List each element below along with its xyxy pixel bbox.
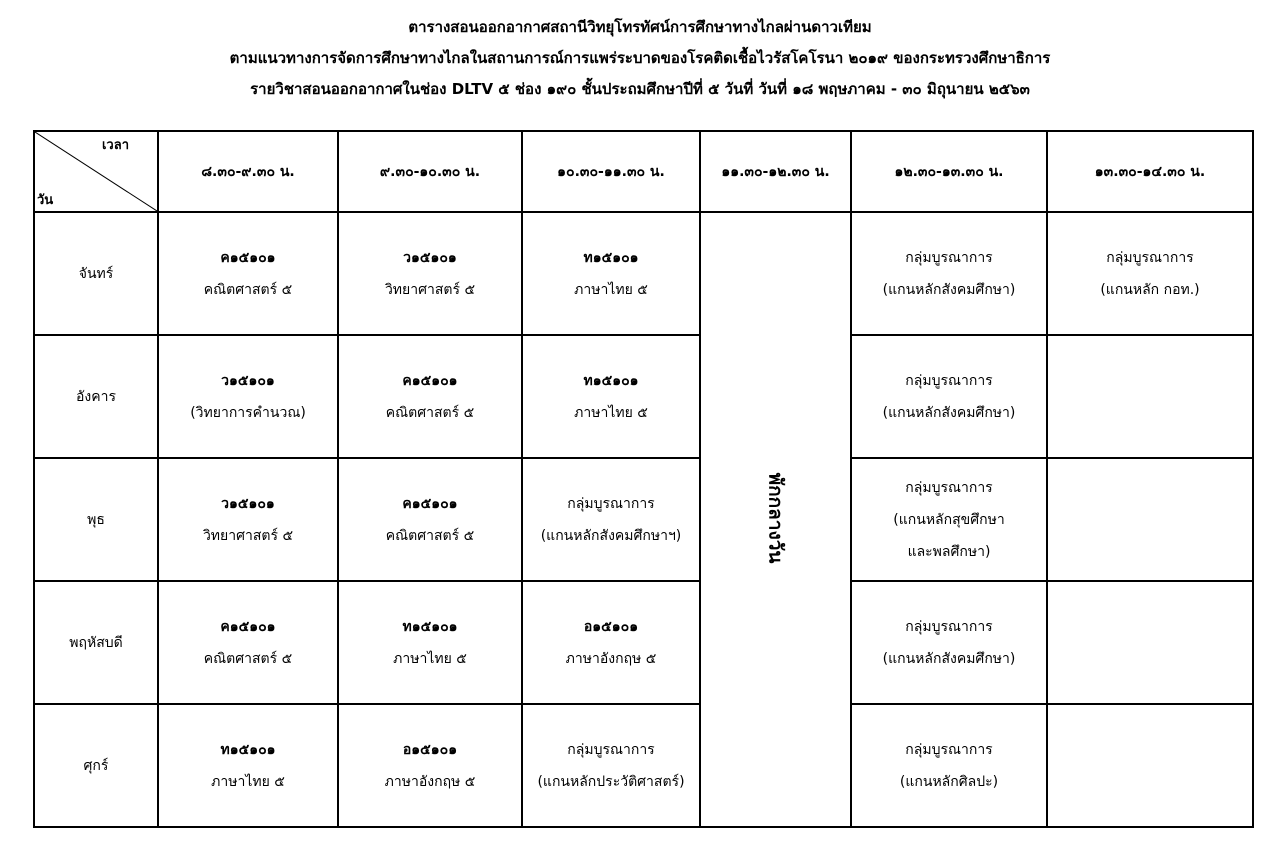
table-row — [34, 581, 1253, 704]
subject-line: (แกนหลักสุขศึกษา — [893, 511, 1005, 528]
lunch-break-label: พักกลางวัน — [764, 472, 787, 563]
subject-line: (แกนหลัก กอท.) — [1100, 281, 1200, 298]
schedule-cell — [338, 704, 522, 827]
document-header — [0, 12, 1280, 105]
time-header: ๑๑.๓๐-๑๒.๓๐ น. — [700, 131, 851, 212]
subject-line: (แกนหลักสังคมศึกษา) — [882, 650, 1016, 667]
subject-line: กลุ่มบูรณาการ — [905, 372, 993, 389]
schedule-cell — [522, 212, 700, 335]
schedule-cell — [158, 581, 338, 704]
day-name: จันทร์ — [34, 212, 158, 335]
subject-code: ค๑๕๑๐๑ — [220, 249, 276, 266]
subject-line: กลุ่มบูรณาการ — [905, 618, 993, 635]
subject-line: กลุ่มบูรณาการ — [905, 479, 993, 496]
header-row — [34, 131, 1253, 212]
subject-title: วิทยาศาสตร์ ๕ — [384, 281, 476, 298]
subject-title: ภาษาไทย ๕ — [574, 281, 648, 298]
subject-code: อ๑๕๑๐๑ — [402, 741, 458, 758]
corner-time-label: เวลา — [101, 138, 129, 153]
schedule-cell — [338, 212, 522, 335]
subject-line: กลุ่มบูรณาการ — [567, 741, 655, 758]
subject-title: วิทยาศาสตร์ ๕ — [202, 527, 294, 544]
subject-title: ภาษาอังกฤษ ๕ — [384, 773, 476, 790]
title-line-1: ตารางสอนออกอากาศสถานีวิทยุโทรทัศน์การศึกษาทางไกลผ่านดาวเทียม — [408, 18, 872, 36]
subject-code: ท๑๕๑๐๑ — [583, 249, 639, 266]
subject-title: ภาษาไทย ๕ — [574, 404, 648, 421]
table-row — [34, 704, 1253, 827]
corner-cell — [34, 131, 158, 212]
subject-title: ภาษาอังกฤษ ๕ — [565, 650, 657, 667]
subject-title: (วิทยาการคำนวณ) — [190, 404, 306, 421]
schedule-cell — [851, 335, 1047, 458]
corner-diagonal — [35, 132, 157, 211]
subject-line: กลุ่มบูรณาการ — [905, 249, 993, 266]
table-row — [34, 335, 1253, 458]
subject-code: ท๑๕๑๐๑ — [220, 741, 276, 758]
empty-cell — [1047, 704, 1253, 827]
subject-code: ว๑๕๑๐๑ — [221, 495, 275, 512]
corner-day-label: วัน — [37, 193, 54, 208]
day-name: ศุกร์ — [34, 704, 158, 827]
lunch-break-cell — [700, 212, 851, 827]
subject-code: ท๑๕๑๐๑ — [583, 372, 639, 389]
subject-code: ค๑๕๑๐๑ — [402, 372, 458, 389]
schedule-table — [33, 130, 1254, 828]
subject-line: (แกนหลักสังคมศึกษา) — [882, 281, 1016, 298]
schedule-cell — [522, 335, 700, 458]
schedule-cell — [158, 335, 338, 458]
time-header: ๑๒.๓๐-๑๓.๓๐ น. — [851, 131, 1047, 212]
schedule-cell — [851, 581, 1047, 704]
subject-title: คณิตศาสตร์ ๕ — [203, 650, 293, 667]
schedule-cell — [851, 704, 1047, 827]
schedule-cell — [522, 581, 700, 704]
subject-code: ว๑๕๑๐๑ — [403, 249, 457, 266]
empty-cell — [1047, 335, 1253, 458]
schedule-cell — [338, 335, 522, 458]
subject-title: ภาษาไทย ๕ — [393, 650, 467, 667]
subject-line: กลุ่มบูรณาการ — [567, 495, 655, 512]
schedule-cell — [158, 704, 338, 827]
title-line-3: รายวิชาสอนออกอากาศในช่อง DLTV ๕ ช่อง ๑๙๐ ชั้นประถมศึกษาปีที่ ๕ วันที่ วันที่ ๑๘ พฤษภาคม - ๓๐ มิถุนายน ๒๕๖๓ — [250, 80, 1030, 98]
day-name: อังคาร — [34, 335, 158, 458]
subject-code: ว๑๕๑๐๑ — [221, 372, 275, 389]
subject-line: (แกนหลักประวัติศาสตร์) — [537, 773, 685, 790]
day-name: พุธ — [34, 458, 158, 581]
subject-title: คณิตศาสตร์ ๕ — [385, 404, 475, 421]
schedule-cell — [158, 458, 338, 581]
schedule-cell — [851, 458, 1047, 581]
subject-code: ท๑๕๑๐๑ — [402, 618, 458, 635]
table-row — [34, 212, 1253, 335]
schedule-cell — [158, 212, 338, 335]
day-name: พฤหัสบดี — [34, 581, 158, 704]
schedule-cell — [522, 458, 700, 581]
subject-line: กลุ่มบูรณาการ — [905, 741, 993, 758]
schedule-cell — [338, 458, 522, 581]
time-header: ๑๓.๓๐-๑๔.๓๐ น. — [1047, 131, 1253, 212]
schedule-cell — [338, 581, 522, 704]
schedule-cell — [1047, 212, 1253, 335]
empty-cell — [1047, 458, 1253, 581]
time-header: ๙.๓๐-๑๐.๓๐ น. — [338, 131, 522, 212]
table-row — [34, 458, 1253, 581]
subject-title: คณิตศาสตร์ ๕ — [203, 281, 293, 298]
subject-title: คณิตศาสตร์ ๕ — [385, 527, 475, 544]
subject-line: (แกนหลักศิลปะ) — [899, 773, 999, 790]
subject-line: และพลศึกษา) — [907, 543, 991, 560]
subject-line: กลุ่มบูรณาการ — [1106, 249, 1194, 266]
time-header: ๑๐.๓๐-๑๑.๓๐ น. — [522, 131, 700, 212]
subject-title: ภาษาไทย ๕ — [211, 773, 285, 790]
empty-cell — [1047, 581, 1253, 704]
schedule-cell — [522, 704, 700, 827]
subject-code: ค๑๕๑๐๑ — [220, 618, 276, 635]
subject-line: (แกนหลักสังคมศึกษาฯ) — [540, 527, 682, 544]
schedule-cell — [851, 212, 1047, 335]
subject-code: อ๑๕๑๐๑ — [583, 618, 639, 635]
subject-line: (แกนหลักสังคมศึกษา) — [882, 404, 1016, 421]
time-header: ๘.๓๐-๙.๓๐ น. — [158, 131, 338, 212]
subject-code: ค๑๕๑๐๑ — [402, 495, 458, 512]
title-line-2: ตามแนวทางการจัดการศึกษาทางไกลในสถานการณ์การแพร่ระบาดของโรคติดเชื้อไวรัสโคโรนา ๒๐๑๙ ของกระทรวงศึกษาธิการ — [229, 49, 1051, 67]
